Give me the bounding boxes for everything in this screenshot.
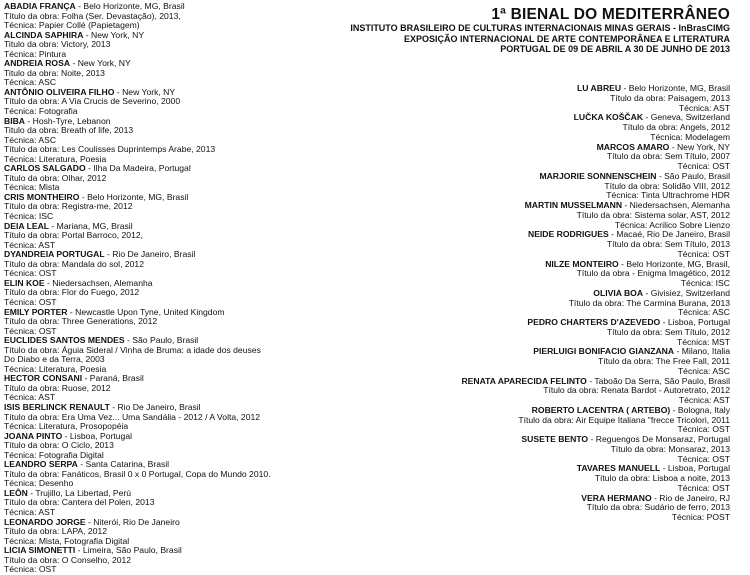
artist-name: NEIDE RODRIGUES bbox=[527, 229, 609, 240]
artwork-title: Título da obra: Ruose, 2012 bbox=[4, 382, 111, 393]
artist-entry bbox=[4, 31, 374, 60]
artist-entry bbox=[4, 59, 374, 88]
artwork-title: Título da obra: Cantera del Polen, 2013 bbox=[4, 497, 155, 508]
artist-location: - New York, NY bbox=[669, 141, 730, 152]
artwork-title: Título da obra: Three Generations, 2012 bbox=[4, 316, 158, 327]
artwork-title: Título da obra: LAPA, 2012 bbox=[4, 526, 108, 537]
artwork-technique: Técnica: Desenho bbox=[4, 478, 74, 489]
artist-name: VERA HERMANO bbox=[581, 492, 652, 503]
artist-entry bbox=[350, 406, 730, 435]
artist-entry bbox=[350, 143, 730, 172]
artwork-technique: Técnica: AST bbox=[4, 506, 56, 517]
artwork-title: Título da obra: Sudário de ferro, 2013 bbox=[586, 502, 730, 513]
artwork-title: Título da obra: O Ciclo, 2013 bbox=[4, 440, 114, 451]
artist-name: NILZE MONTEIRO bbox=[545, 258, 619, 269]
artist-entry bbox=[350, 377, 730, 406]
artwork-title: Título da obra: Registra-me, 2012 bbox=[4, 201, 133, 212]
artist-entry bbox=[350, 318, 730, 347]
artist-location: - New York, NY bbox=[114, 86, 176, 97]
artwork-technique: Técnica: OST bbox=[4, 564, 57, 575]
artwork-title: Título da obra: The Free Fall, 2011 bbox=[597, 356, 730, 366]
artist-name: PEDRO CHARTERS D'AZEVEDO bbox=[527, 317, 661, 327]
artist-location: - Givisiez, Switzerland bbox=[643, 287, 730, 298]
artwork-technique: Técnica: ASC bbox=[677, 307, 730, 318]
artwork-title: Título da obra: Sem Título, 2013 bbox=[606, 239, 730, 249]
artwork-title: Título da obra: Sem Título, 2007 bbox=[606, 151, 730, 162]
artwork-title: Título da obra: Renata Bardot - Autoretrato, 2012 bbox=[543, 385, 730, 396]
left-artist-column bbox=[4, 2, 374, 575]
artist-location: - Santa Catarina, Brasil bbox=[77, 459, 170, 470]
artist-location: - Trujillo, La Libertad, Perú bbox=[27, 487, 132, 498]
artist-location: - Lisboa, Portugal bbox=[62, 430, 133, 441]
artist-name: ANDREIA ROSA bbox=[4, 58, 71, 69]
artist-location: - Belo Horizonte, MG, Brasil bbox=[621, 83, 730, 93]
artist-name: ANTÔNIO OLIVEIRA FILHO bbox=[4, 86, 115, 97]
artwork-title: Título da obra: Sem Título, 2012 bbox=[606, 326, 730, 337]
artwork-title: Título da obra: Era Uma Vez... Uma Sandália - 2012 / A Volta, 2012 bbox=[4, 411, 261, 422]
artist-entry bbox=[4, 164, 374, 193]
artist-entry bbox=[350, 201, 730, 230]
artist-entry bbox=[350, 289, 730, 318]
artwork-technique: Técnica: ASC bbox=[4, 134, 57, 145]
artwork-title: Título da obra: Air Equipe Italiana "frecce Tricolori, 2011 bbox=[518, 414, 730, 425]
artist-name: LEANDRO SERPA bbox=[4, 459, 78, 470]
artwork-title: Título da obra: Folha (Ser. Devastação), 2013, bbox=[4, 10, 181, 21]
artist-name: OLIVIA BOA bbox=[593, 287, 644, 298]
artwork-title: Título da obra - Enigma Imagético, 2012 bbox=[576, 268, 730, 279]
artist-name: TAVARES MANUELL bbox=[576, 463, 661, 474]
artwork-technique: Técnica: Modelagem bbox=[650, 131, 730, 142]
artist-location: - Lisboa, Portugal bbox=[660, 463, 730, 474]
artwork-technique: Técnica: Acrilico Sobre Lienzo bbox=[614, 219, 730, 230]
artist-location: - Rio de Janeiro, RJ bbox=[651, 492, 730, 503]
artist-entry bbox=[350, 230, 730, 259]
header-institute: INSTITUTO BRASILEIRO DE CULTURAS INTERNACIONAIS MINAS GERAIS - InBrasCIMG bbox=[350, 23, 730, 33]
artist-location: - Limeira, São Paulo, Brasil bbox=[75, 545, 182, 556]
artwork-technique: Técnica: POST bbox=[671, 512, 730, 522]
artwork-technique: Técnica: OST bbox=[677, 424, 730, 435]
artist-entry bbox=[4, 308, 374, 337]
artist-entry bbox=[4, 546, 374, 575]
artwork-technique: Técnica: OST bbox=[4, 268, 57, 279]
artwork-technique: Técnica: OST bbox=[677, 248, 730, 259]
artist-entry bbox=[4, 222, 374, 251]
artwork-title: Título da obra: Angels, 2012 bbox=[622, 122, 730, 132]
artist-entry bbox=[350, 435, 730, 464]
artist-name: ABADIA FRANÇA bbox=[4, 1, 76, 11]
artwork-technique: Técnica: Fotografia bbox=[4, 106, 78, 117]
artist-name: DEIA LEAL bbox=[4, 220, 50, 231]
artist-name: LEONARDO JORGE bbox=[4, 516, 86, 527]
artwork-title: Titulo da obra: Noite, 2013 bbox=[4, 67, 105, 78]
artist-name: PIERLUIGI BONIFACIO GIANZANA bbox=[533, 346, 675, 357]
artist-entry bbox=[4, 193, 374, 222]
artwork-title: Do Diabo e da Terra, 2003 bbox=[4, 354, 105, 365]
artist-location: - Paraná, Brasil bbox=[82, 373, 144, 384]
artist-entry bbox=[350, 113, 730, 142]
artist-entry bbox=[4, 2, 374, 31]
artist-location: - Bologna, Italy bbox=[670, 404, 730, 415]
artist-location: - Belo Horizonte, MG, Brasil bbox=[75, 1, 185, 11]
header-exhibition: EXPOSIÇÃO INTERNACIONAL DE ARTE CONTEMPORÂNEA E LITERATURA bbox=[403, 33, 730, 44]
artist-entry bbox=[350, 84, 730, 113]
artist-name: LUČKA KOŠČAK bbox=[573, 112, 644, 123]
artwork-technique: Técnica: OST bbox=[677, 453, 730, 464]
artist-location: - Taboão Da Serra, São Paulo, Brasil bbox=[586, 375, 730, 386]
artist-location: - Belo Horizonte, MG, Brasil bbox=[79, 191, 189, 202]
artwork-title: Título da obra: Sistema solar, AST, 2012 bbox=[576, 209, 730, 220]
artist-entry bbox=[4, 432, 374, 461]
artist-name: CARLOS SALGADO bbox=[4, 163, 86, 174]
artist-name: ELIN KOE bbox=[4, 277, 45, 288]
artist-name: ISIS BERLINCK RENAULT bbox=[4, 401, 110, 412]
artwork-title: Título da obra: Fanáticos, Brasil 0 x 0 Portugal, Copa do Mundo 2010. bbox=[4, 468, 271, 479]
artwork-title: Título da obra: Paisagem, 2013 bbox=[610, 92, 730, 103]
artist-name: CRIS MONTHEIRO bbox=[4, 191, 80, 202]
artist-entry bbox=[350, 260, 730, 289]
artwork-technique: Técnica: OST bbox=[4, 296, 57, 307]
artwork-technique: Técnica: Fotografia Digital bbox=[4, 449, 104, 460]
artist-location: - São Paulo, Brasil bbox=[124, 335, 199, 346]
artwork-technique: Técnica: Literatura, Poesia bbox=[4, 153, 107, 164]
artist-location: - Niedersachsen, Alemanha bbox=[622, 200, 730, 210]
artist-name: EUCLIDES SANTOS MENDES bbox=[4, 335, 125, 346]
artist-name: SUSETE BENTO bbox=[521, 434, 589, 444]
artist-location: - Milano, Italia bbox=[674, 346, 730, 357]
artwork-title: Título da obra: Mandala do sol, 2012 bbox=[4, 258, 144, 269]
artwork-title: Título da obra: Portal Barroco, 2012, bbox=[4, 230, 144, 241]
artist-name: HECTOR CONSANI bbox=[4, 373, 83, 384]
artwork-title: Título da obra: Flor do Fuego, 2012 bbox=[4, 287, 140, 298]
artist-location: - Mariana, MG, Brasil bbox=[49, 220, 133, 231]
artwork-technique: Técnica: ISC bbox=[680, 278, 730, 288]
artist-location: - New York, NY bbox=[83, 29, 145, 40]
artwork-title: Título da obra: The Carmina Burana, 2013 bbox=[568, 297, 730, 308]
artist-location: - New York, NY bbox=[70, 58, 131, 69]
artist-location: - Rio De Janeiro, Brasil bbox=[104, 249, 196, 260]
artist-entry bbox=[4, 460, 374, 489]
artist-entry bbox=[4, 489, 374, 518]
artist-name: RENATA APARECIDA FELINTO bbox=[461, 375, 587, 386]
artwork-title: Título da obra: Lisboa a noite, 2013 bbox=[594, 473, 730, 483]
right-artist-column bbox=[350, 84, 730, 523]
artist-entry bbox=[350, 172, 730, 201]
artwork-title: Título da obra: Águia Sideral / Vinha de Bruma: a idade dos deuses bbox=[4, 344, 261, 355]
artist-name: DYANDREIA PORTUGAL bbox=[4, 249, 105, 260]
page-title: 1ª BIENAL DO MEDITERRÂNEO bbox=[491, 6, 730, 23]
artist-location: - Newcastle Upon Tyne, United Kingdom bbox=[67, 306, 225, 317]
artist-entry bbox=[350, 464, 730, 493]
artist-location: - Macaé, Rio De Janeiro, Brasil bbox=[608, 229, 730, 240]
artist-location: - Reguengos De Monsaraz, Portugal bbox=[588, 434, 730, 444]
artist-location: - Lisboa, Portugal bbox=[660, 317, 730, 327]
artist-entry bbox=[4, 403, 374, 432]
artist-entry bbox=[4, 88, 374, 117]
artwork-title: Titulo da obra: Breath of life, 2013 bbox=[4, 125, 134, 136]
artwork-title: Título da obra: Olhar, 2012 bbox=[4, 172, 107, 183]
artwork-technique: Técnica: AST bbox=[678, 102, 730, 113]
artwork-title: Título da obra: A Via Crucis de Severino, 2000 bbox=[4, 96, 181, 107]
artist-entry bbox=[4, 145, 374, 164]
header-dates: PORTUGAL DE 09 DE ABRIL A 30 DE JUNHO DE 2013 bbox=[500, 44, 730, 54]
artist-location: - Geneva, Switzerland bbox=[643, 112, 730, 123]
artist-entry bbox=[4, 250, 374, 279]
artwork-technique: Técnica: ISC bbox=[4, 211, 54, 222]
artwork-technique: Técnica: Mista, Fotografia Digital bbox=[4, 535, 130, 546]
artist-entry bbox=[4, 279, 374, 308]
artist-location: - Ilha Da Madeira, Portugal bbox=[85, 163, 191, 174]
artwork-technique: Técnica: AST bbox=[678, 395, 730, 405]
artist-name: EMILY PORTER bbox=[4, 306, 68, 317]
artist-name: ROBERTO LACENTRA ( ARTEBO) bbox=[531, 404, 671, 415]
artwork-title: Título da obra: Les Coulisses Duprintemps Arabe, 2013 bbox=[4, 144, 216, 155]
artist-name: LEÔN bbox=[4, 487, 28, 498]
artist-location: - São Paulo, Brasil bbox=[656, 170, 730, 181]
artwork-technique: Técnica: Mista bbox=[4, 182, 60, 193]
artwork-technique: Técnica: AST bbox=[4, 239, 56, 250]
artwork-title: Título da obra: Monsaraz, 2013 bbox=[610, 443, 730, 454]
artist-location: - Hosh-Tyre, Lebanon bbox=[25, 115, 111, 126]
artist-name: LU ABREU bbox=[577, 83, 622, 93]
artwork-technique: Técnica: Pintura bbox=[4, 48, 67, 59]
artwork-technique: Técnica: Tinta Ultrachrome HDR bbox=[606, 190, 730, 201]
artwork-technique: Técnica: Papier Collé (Papietagem) bbox=[4, 20, 140, 31]
artist-name: JOANA PINTO bbox=[4, 430, 63, 441]
artist-location: - Niedersachsen, Alemanha bbox=[44, 277, 153, 288]
artwork-technique: Técnica: OST bbox=[677, 482, 730, 493]
artist-entry bbox=[4, 374, 374, 403]
artist-name: MARTIN MUSSELMANN bbox=[524, 200, 623, 210]
artist-name: MARCOS AMARO bbox=[596, 141, 670, 152]
artwork-technique: Técnica: AST bbox=[4, 392, 56, 403]
artist-name: BIBA bbox=[4, 115, 26, 126]
artwork-technique: Técnica: Literatura, Prosopopéia bbox=[4, 421, 129, 432]
artwork-title: Título da obra: O Conselho, 2012 bbox=[4, 554, 132, 565]
artwork-technique: Técnica: ASC bbox=[677, 365, 730, 376]
artist-location: - Niterói, Rio De Janeiro bbox=[85, 516, 180, 527]
artist-location: - Belo Horizonte, MG, Brasil, bbox=[618, 258, 730, 269]
artwork-title: Título da obra: Solidão VIII, 2012 bbox=[604, 180, 730, 191]
artist-name: MARJORIE SONNENSCHEIN bbox=[539, 170, 657, 181]
artist-name: LICIA SIMONETTI bbox=[4, 545, 76, 556]
artwork-technique: Técnica: ASC bbox=[4, 77, 57, 88]
artist-entry bbox=[4, 117, 374, 146]
artist-entry bbox=[350, 494, 730, 523]
artist-entry bbox=[4, 518, 374, 547]
artwork-technique: Técnica: OST bbox=[677, 161, 730, 171]
artwork-technique: Técnica: OST bbox=[4, 325, 57, 336]
artwork-title: Titulo da obra: Victory, 2013 bbox=[4, 39, 111, 50]
artwork-technique: Técnica: Literatura, Poesia bbox=[4, 363, 107, 374]
artist-name: ALCINDA SAPHIRA bbox=[4, 29, 84, 40]
artist-location: - Rio De Janeiro, Brasil bbox=[109, 401, 201, 412]
artwork-technique: Técnica: MST bbox=[676, 336, 730, 347]
artist-entry bbox=[4, 336, 374, 374]
artist-entry bbox=[350, 347, 730, 376]
